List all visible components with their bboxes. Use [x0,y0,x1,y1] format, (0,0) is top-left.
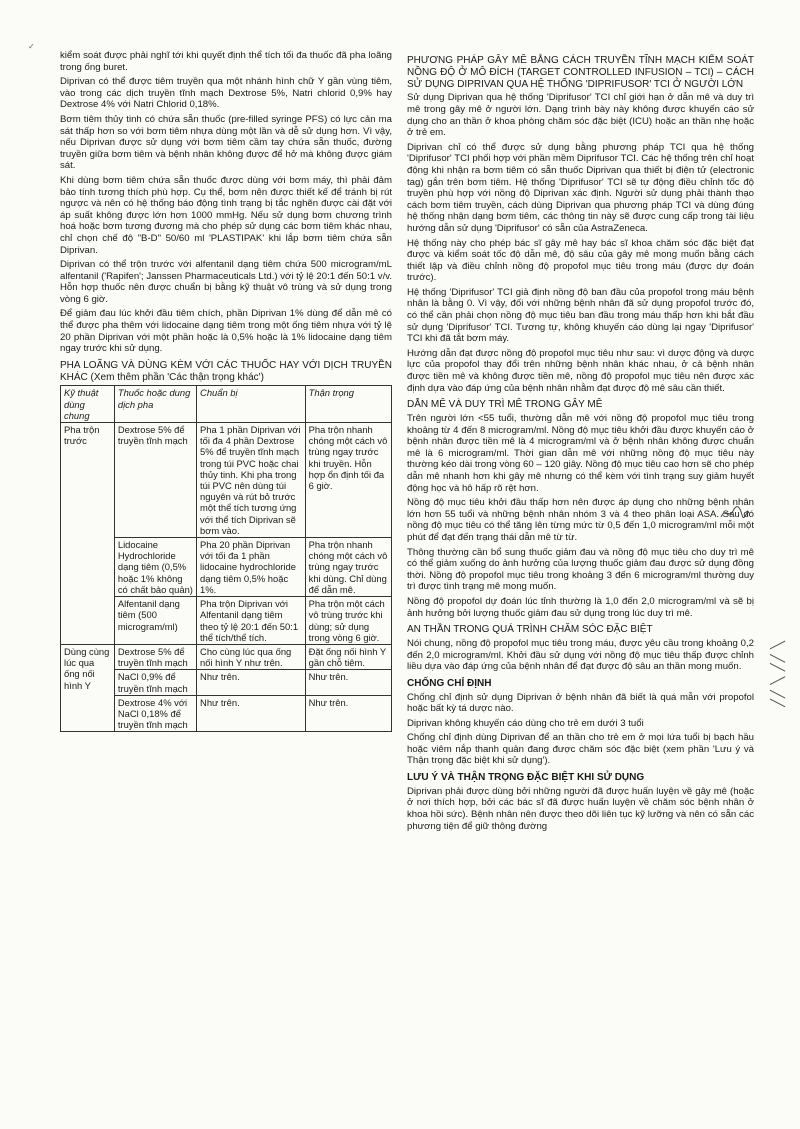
paragraph: Nồng độ propofol dự đoán lúc tỉnh thường là 1,0 đến 2,0 microgram/ml và sẽ bị ảnh hưởng bởi lượng thuốc giảm đau sử dụng trong lúc duy trì mê. [407,595,754,619]
table-header-row [61,386,392,423]
table-cell: Dùng cùng lúc qua ống nối hình Y [61,644,115,731]
paragraph: Hệ thống này cho phép bác sĩ gây mê hay bác sĩ khoa chăm sóc đặc biệt đạt được và kiểm soát tốc độ dẫn mê, độ sâu của gây mê mong muốn bằng cách thiết lập và điều chỉnh nồng độ propofol mục tiêu trong máu (được dự đoán trước). [407,237,754,284]
table-cell: Pha trộn một cách vô trùng trước khi dùng; sử dụng trong vòng 6 giờ. [305,597,391,645]
table-cell: Dextrose 4% với NaCl 0,18% để truyền tĩnh mạch [114,695,196,732]
paragraph: Hướng dẫn đạt được nồng độ propofol mục tiêu như sau: vì dược động và dược lực của propofol thay đổi trên những bệnh nhân khác nhau, ở cả bệnh nhân được tiền mê và không được tiền mê, nồng độ propofol mục tiêu nên được xác định dựa vào đáp ứng của bệnh nhân nhằm đạt được độ mê sâu cần thiết. [407,347,754,394]
paragraph: Trên người lớn <55 tuổi, thường dẫn mê với nồng độ propofol mục tiêu trong khoảng từ 4 đến 8 microgram/ml. Nồng độ mục tiêu khởi đầu được khuyến cáo ở bệnh nhân được tiền mê là 4 microgram/ml và ở bệnh nhân không được chuẩn mê là 6 microgram/ml. Thời gian dẫn mê với những nồng độ mục tiêu này thường kéo dài trong vòng 60 – 120 giây. Nồng độ mục tiêu cao hơn sẽ cho phép dẫn mê nhanh hơn khi gây mê nhưng có thể kèm với tình trạng suy giảm huyết động học và hô hấp rõ rệt hơn. [407,413,754,494]
corner-mark: ✓ [28,42,35,51]
table-row [61,644,392,669]
paragraph: Diprivan không khuyến cáo dùng cho trẻ em dưới 3 tuổi [407,717,644,729]
table-cell: Pha 20 phần Diprivan với tối đa 1 phần lidocaine hydrochloride dạng tiêm 0,5% hoặc 1%. [197,538,306,597]
table-cell: Như trên. [305,670,391,695]
table-header: Thận trọng [305,386,391,423]
paragraph: Nồng độ mục tiêu khởi đầu thấp hơn nên được áp dụng cho những bệnh nhân lớn hơn 55 tuổi và những bệnh nhân nhóm 3 và 4 theo phân loại ASA. Sau đó nồng độ mục tiêu có thể tăng lên từng mức từ 0,5 đến 1,0 microgram/ml mỗi một phút để đạt đến trạng thái dẫn mê từ từ. [407,497,754,543]
paragraph: Thông thường cần bổ sung thuốc giảm đau và nồng độ mục tiêu cho duy trì mê có thể giảm xuống do ảnh hưởng của lượng thuốc giảm đau được sử dụng đồng thời. Nồng độ propofol mục tiêu trong khoảng 3 đến 6 microgram/ml thường duy trì được tình trạng mê mong muốn. [407,546,754,593]
paragraph: Bơm tiêm thủy tinh có chứa sẵn thuốc (pre-filled syringe PFS) có lực cản ma sát thấp hơn so với bơm tiêm nhựa dùng một lần và dễ sử dụng hơn. Vì vậy, nếu Diprivan được sử dụng với bơm tiêm cầm tay chứa sẵn thuốc, đường truyền giữa bơm tiêm và bệnh nhân không được để hở mà không được giám sát. [60,113,392,172]
table-cell: Lidocaine Hydrochloride dạng tiêm (0,5% hoặc 1% không có chất bảo quản) [114,538,196,597]
dilution-table [60,385,392,732]
paragraph: Hệ thống 'Diprifusor' TCI giả định nồng độ ban đầu của propofol trong máu bệnh nhân là bằng 0. Vì vậy, đối với những bệnh nhân đã sử dụng propofol trước đó, có thể cần phải chọn nồng độ mục tiêu ban đầu trong máu thấp hơn khi bắt đầu sử dụng 'Diprifusor' TCI. Tương tự, không khuyến cáo dùng lại ngay 'Diprifusor' TCI khi đã tắt bơm máy. [407,286,754,345]
section-heading: AN THẦN TRONG QUÁ TRÌNH CHĂM SÓC ĐẶC BIỆT [407,624,653,636]
table-cell: Dextrose 5% để truyền tĩnh mạch [114,423,196,538]
paragraph: Nói chung, nồng độ propofol mục tiêu trong máu, được yêu cầu trong khoảng 0,2 đến 2,0 microgram/ml. Khởi đầu sử dụng với nồng độ mục tiêu thấp được chỉnh liều dựa vào đáp ứng của bệnh nhân để đạt được độ sâu an thần mong muốn. [407,637,754,673]
table-cell: Dextrose 5% để truyền tĩnh mạch [114,644,196,669]
paragraph: Để giảm đau lúc khởi đầu tiêm chích, phần Diprivan 1% dùng để dẫn mê có thể được pha thêm với lidocaine dạng tiêm trong một ống tiêm nhựa với tỷ lệ 20 phần Diprivan với một phần hoặc là 0,5% hoặc là 1% lidocaine dạng tiêm ngay trước khi sử dụng. [60,308,392,355]
table-cell: NaCl 0,9% để truyền tĩnh mạch [114,670,196,695]
table-header: Thuốc hoặc dung dịch pha [114,386,196,423]
table-cell: Như trên. [197,695,306,732]
table-cell: Pha 1 phần Diprivan với tối đa 4 phần Dextrose 5% để truyền tĩnh mạch trong túi PVC hoặc chai thủy tinh. Khi pha trong túi PVC nên dùng túi nguyên và rút bỏ trước một thể tích tương ứng với thể tích Diprivan sẽ bơm vào. [197,423,306,538]
paragraph: Diprivan chỉ có thể được sử dụng bằng phương pháp TCI qua hệ thống 'Diprifusor' TCI phối hợp với phần mềm Diprifusor TCI. Các hệ thống trên chỉ hoạt động khi nhận ra bơm tiêm có sẵn thuốc Diprivan qua thiết bị điện tử (electronic tag) gắn trên bơm tiêm. Hệ thống 'Diprifusor' TCI sẽ tự động điều chỉnh tốc độ truyền phù hợp với nồng độ Diprivan xác định. Người sử dụng phải thành thạo cách bơm tiêm truyền, cách dùng Diprivan qua phương pháp TCI và dùng đúng hệ thống nhận dạng bơm tiêm, các thông tin này sẽ được cung cấp trong tài liệu hướng dẫn sử dụng 'Diprifusor' có sẵn của AstraZeneca. [407,141,754,234]
table-title: PHA LOÃNG VÀ DÙNG KÈM VỚI CÁC THUỐC HAY VỚI DỊCH TRUYỀN KHÁC (Xem thêm phần 'Các thận trọng khác') [60,359,392,383]
table-row [61,423,392,538]
table-cell: Alfentanil dạng tiêm (500 microgram/ml) [114,597,196,645]
paragraph: Chống chỉ định sử dụng Diprivan ở bệnh nhân đã biết là quá mẫn với propofol hoặc bất kỳ tá dược nào. [407,691,754,715]
paragraph: Diprivan có thể được tiêm truyền qua một nhánh hình chữ Y gần vùng tiêm, vào trong các dịch truyền tĩnh mạch Dextrose 5%, Natri chlorid 0,9% hay Dextrose 4% với Natri Chlorid 0,18%. [60,76,392,111]
section-heading: CHỐNG CHỈ ĐỊNH [407,677,492,689]
section-heading: PHƯƠNG PHÁP GÂY MÊ BẰNG CÁCH TRUYỀN TĨNH MẠCH KIỂM SOÁT NỒNG ĐỘ Ở MÔ ĐÍCH (TARGET CONTROLLED INFUSION – TCI) – CÁCH SỬ DỤNG DIPRIVAN QUA HỆ THỐNG 'DIPRIFUSOR' TCI Ở NGƯỜI LỚN [407,55,754,90]
paragraph: Diprivan có thể trộn trước với alfentanil dạng tiêm chứa 500 microgram/mL alfentanil ('Rapifen'; Janssen Pharmaceuticals Ltd.) với tỷ lệ 20:1 đến 50:1 v/v. Hỗn hợp thuốc nên được chuẩn bị bằng kỹ thuật vô trùng và sử dụng trong vòng 6 giờ. [60,259,392,305]
paragraph: Diprivan phải được dùng bởi những người đã được huấn luyện về gây mê (hoặc ở nơi thích hợp, bởi các bác sĩ đã được huấn luyện về chăm sóc bệnh nhân ở khoa hồi sức). Bệnh nhân nên được theo dõi liên tục kỹ lưỡng và nên có sẵn các phương tiện để giữ thông đường [407,785,754,832]
table-cell: Như trên. [197,670,306,695]
section-heading: LƯU Ý VÀ THẬN TRỌNG ĐẶC BIỆT KHI SỬ DỤNG [407,772,645,784]
paragraph: Khi dùng bơm tiêm chứa sẵn thuốc được dùng với bơm máy, thì phải đảm bảo tính tương thích phù hợp. Cụ thể, bơm nên được thiết kế để tránh bị rút ngược và nên có hệ thống báo động tình trạng bị tắc nghẽn được cài đặt với áp suất không được lớn hơn 1000 mmHg. Nếu sử dụng bơm chương trình hoá hoặc bơm tương đương mà cho phép sử dụng các bơm tiêm khác nhau, chỉ chọn chế độ "B-D" 50/60 ml 'PLASTIPAK' khi lắp bơm tiêm chứa sẵn Diprivan. [60,174,392,256]
paragraph: Chống chỉ định dùng Diprivan để an thần cho trẻ em ở mọi lứa tuổi bị bạch hầu hoặc viêm nắp thanh quản đang được chăm sóc đặc biệt (xem phần 'Lưu ý và Thận trọng đặc biệt khi sử dụng'). [407,732,754,767]
table-cell: Đặt ống nối hình Y gần chỗ tiêm. [305,644,391,669]
table-header: Chuẩn bị [197,386,306,423]
table-cell: Pha trộn trước [61,423,115,645]
paragraph: kiểm soát được phải nghĩ tới khi quyết định thể tích tối đa thuốc đã pha loãng trong ống buret. [60,50,392,73]
section-heading: DẪN MÊ VÀ DUY TRÌ MÊ TRONG GÂY MÊ [407,399,603,411]
table-cell: Pha trộn Diprivan với Alfentanil dạng tiêm theo tỷ lệ 20:1 đến 50:1 thể tích/thể tích. [197,597,306,645]
table-cell: Cho cùng lúc qua ống nối hình Y như trên. [197,644,306,669]
left-column [60,50,392,732]
margin-annotation: ╱╱ ╲ ╱╱ ╲ [770,640,785,707]
table-cell: Như trên. [305,695,391,732]
right-column [407,50,754,835]
table-cell: Pha trộn nhanh chóng một cách vô trùng ngay trước khi dùng. Chỉ dùng để dẫn mê. [305,538,391,597]
signature-scribble [720,505,750,521]
table-header: Kỹ thuật dùng chung [61,386,115,423]
paragraph: Sử dụng Diprivan qua hệ thống 'Diprifusor' TCI chỉ giới hạn ở dẫn mê và duy trì mê trong gây mê ở người lớn. Dạng trình bày này không được khuyến cáo sử dụng cho an thần ở khoa phòng chăm sóc đặc biệt (ICU) hoặc an thần nhẹ hoặc ở trẻ em. [407,92,754,139]
table-cell: Pha trộn nhanh chóng một cách vô trùng ngay trước khi truyền. Hỗn hợp ổn định tối đa 6 giờ. [305,423,391,538]
